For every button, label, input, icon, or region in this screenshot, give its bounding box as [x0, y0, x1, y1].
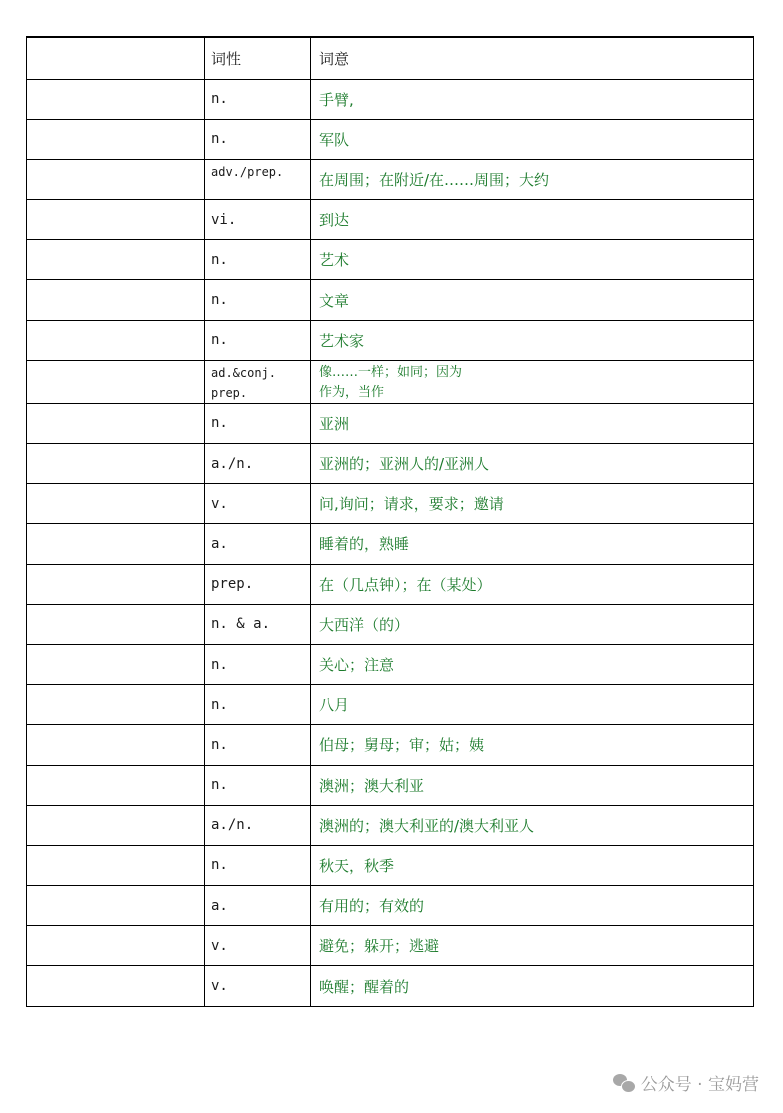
pos-cell: v.	[205, 926, 311, 966]
table-row	[27, 765, 754, 805]
word-cell	[27, 886, 205, 926]
meaning-header: 词意	[311, 37, 754, 79]
watermark	[613, 1070, 759, 1095]
word-cell	[27, 966, 205, 1006]
word-cell	[27, 280, 205, 320]
pos-line: ad.&conj.	[211, 365, 277, 380]
pos-cell: n. & a.	[205, 604, 311, 644]
table-header-row	[27, 37, 754, 79]
pos-cell: n.	[205, 725, 311, 765]
table-row	[27, 886, 754, 926]
word-cell	[27, 564, 205, 604]
pos-cell	[205, 360, 311, 403]
meaning-cell: 问,询问；请求，要求；邀请	[311, 484, 754, 524]
meaning-cell: 秋天，秋季	[311, 845, 754, 885]
watermark-text: 公众号 · 宝妈营	[640, 1075, 759, 1095]
table-row	[27, 280, 754, 320]
word-cell	[27, 200, 205, 240]
table-row	[27, 403, 754, 443]
table-row	[27, 200, 754, 240]
pos-cell: a./n.	[205, 805, 311, 845]
meaning-cell: 避免；躲开；逃避	[311, 926, 754, 966]
word-cell	[27, 765, 205, 805]
table-row	[27, 119, 754, 159]
pos-cell: vi.	[205, 200, 311, 240]
word-cell	[27, 360, 205, 403]
meaning-cell: 伯母；舅母；审；姑；姨	[311, 725, 754, 765]
table-row	[27, 159, 754, 199]
table-row	[27, 725, 754, 765]
pos-cell: adv./prep.	[205, 159, 311, 199]
meaning-cell: 在（几点钟）；在（某处）	[311, 564, 754, 604]
word-cell	[27, 484, 205, 524]
pos-header: 词性	[205, 37, 311, 79]
vocabulary-table	[26, 36, 754, 1007]
pos-cell: n.	[205, 403, 311, 443]
table-row	[27, 805, 754, 845]
meaning-cell: 澳洲；澳大利亚	[311, 765, 754, 805]
meaning-cell: 亚洲	[311, 403, 754, 443]
table-row	[27, 685, 754, 725]
meaning-cell: 澳洲的；澳大利亚的/澳大利亚人	[311, 805, 754, 845]
table-row	[27, 644, 754, 684]
meaning-cell: 艺术家	[311, 320, 754, 360]
table-row	[27, 524, 754, 564]
table-row	[27, 444, 754, 484]
table-row	[27, 926, 754, 966]
meaning-cell: 在周围；在附近/在……周围；大约	[311, 159, 754, 199]
meaning-cell: 八月	[311, 685, 754, 725]
table-row	[27, 360, 754, 403]
pos-cell: n.	[205, 240, 311, 280]
word-cell	[27, 240, 205, 280]
pos-cell: v.	[205, 966, 311, 1006]
table-row	[27, 79, 754, 119]
meaning-cell: 到达	[311, 200, 754, 240]
word-header-cell	[27, 37, 205, 79]
table-row	[27, 320, 754, 360]
pos-cell: n.	[205, 79, 311, 119]
word-cell	[27, 725, 205, 765]
pos-cell: n.	[205, 685, 311, 725]
table-row	[27, 564, 754, 604]
table-row	[27, 484, 754, 524]
pos-line: prep.	[211, 385, 248, 400]
pos-cell: a./n.	[205, 444, 311, 484]
table-row	[27, 845, 754, 885]
word-cell	[27, 685, 205, 725]
meaning-cell: 睡着的，熟睡	[311, 524, 754, 564]
pos-cell: n.	[205, 320, 311, 360]
meaning-cell: 有用的；有效的	[311, 886, 754, 926]
wechat-icon	[613, 1074, 635, 1092]
meaning-cell: 艺术	[311, 240, 754, 280]
meaning-cell: 文章	[311, 280, 754, 320]
pos-cell: n.	[205, 644, 311, 684]
word-cell	[27, 79, 205, 119]
word-cell	[27, 159, 205, 199]
meaning-cell: 唤醒；醒着的	[311, 966, 754, 1006]
pos-cell: a.	[205, 886, 311, 926]
pos-cell: n.	[205, 119, 311, 159]
meaning-cell: 手臂,	[311, 79, 754, 119]
meaning-cell	[311, 360, 754, 403]
word-cell	[27, 119, 205, 159]
pos-cell: n.	[205, 280, 311, 320]
table-row	[27, 240, 754, 280]
word-cell	[27, 926, 205, 966]
word-cell	[27, 403, 205, 443]
word-cell	[27, 320, 205, 360]
meaning-cell: 关心；注意	[311, 644, 754, 684]
meaning-cell: 军队	[311, 119, 754, 159]
word-cell	[27, 604, 205, 644]
word-cell	[27, 524, 205, 564]
word-cell	[27, 845, 205, 885]
meaning-cell: 亚洲的；亚洲人的/亚洲人	[311, 444, 754, 484]
pos-cell: n.	[205, 845, 311, 885]
meaning-cell: 大西洋（的）	[311, 604, 754, 644]
pos-cell: a.	[205, 524, 311, 564]
pos-cell: n.	[205, 765, 311, 805]
meaning-line: 作为，当作	[319, 384, 385, 400]
word-cell	[27, 644, 205, 684]
pos-cell: v.	[205, 484, 311, 524]
pos-cell: prep.	[205, 564, 311, 604]
meaning-line: 像……一样；如同；因为	[319, 364, 463, 380]
table-row	[27, 966, 754, 1006]
word-cell	[27, 805, 205, 845]
table-row	[27, 604, 754, 644]
word-cell	[27, 444, 205, 484]
